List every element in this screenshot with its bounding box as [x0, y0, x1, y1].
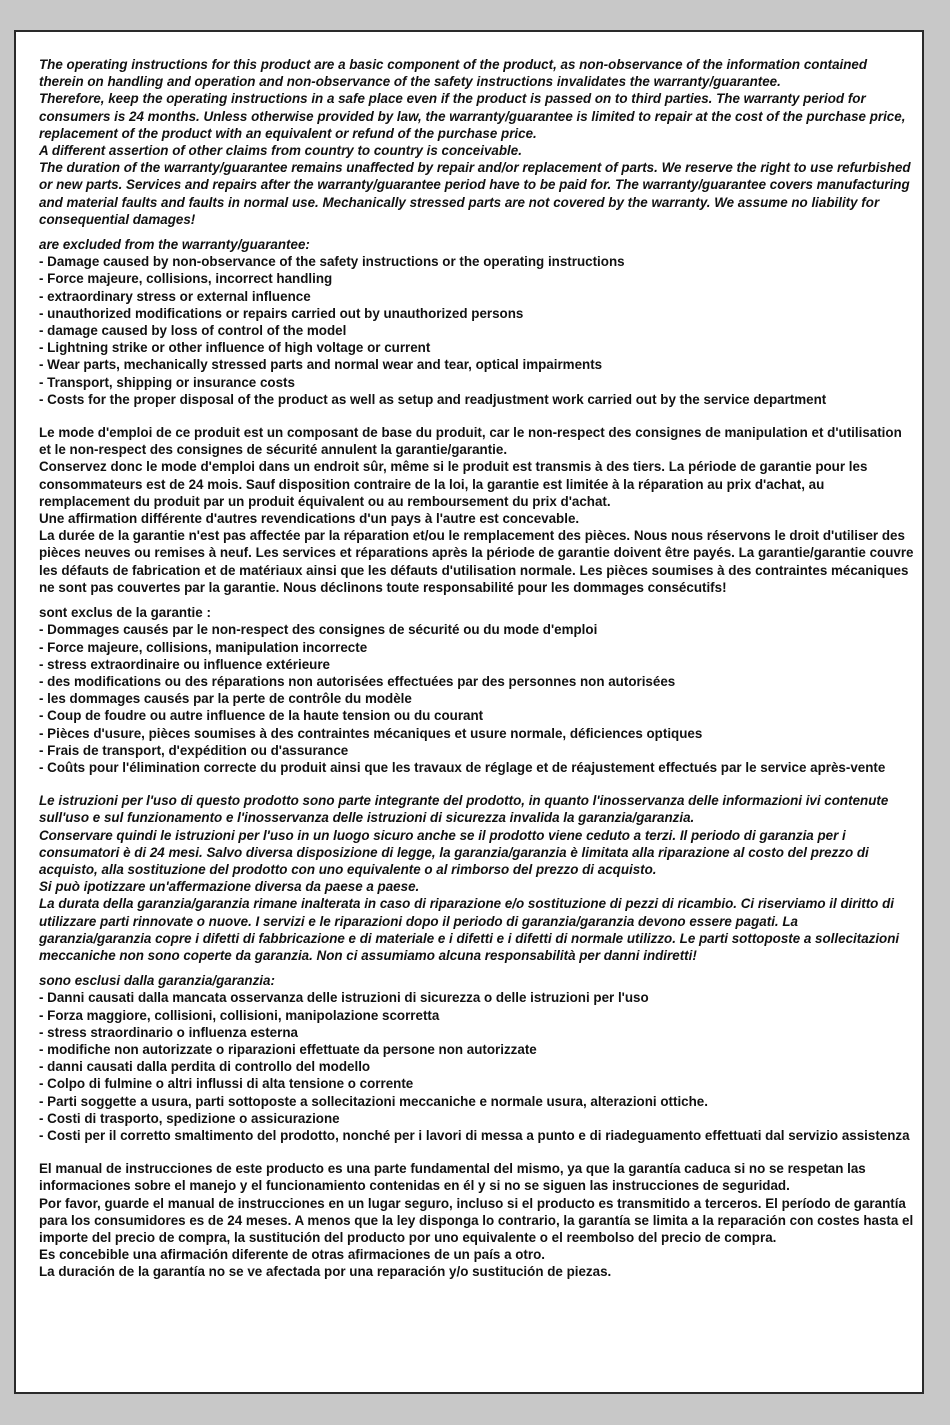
fr-intro-4: La durée de la garantie n'est pas affectée par la réparation et/ou le remplacement des pièces. Nous nous réservons le droit d'utiliser des pièces neuves ou remises à neuf. Les services et réparations après la période de garantie doivent être payés. La garantie/garantie couvre les défauts de fabrication et de matériaux ainsi que les défauts d'utilisation normale. Les pièces soumises à des contraintes mécaniques ne sont pas couvertes par la garantie. Nous déclinons toute responsabilité pour les dommages consécutifs!	[39, 528, 914, 595]
warranty-document	[14, 30, 924, 1394]
en-intro-1: The operating instructions for this product are a basic component of the product, as non-observance of the information contained therein on handling and operation and non-observance of the safety instructions invalidates the warranty/guarantee.	[39, 57, 868, 90]
es-intro-1: El manual de instrucciones de este producto es una parte fundamental del mismo, ya que la garantía caduca si no se respetan las informaciones sobre el manejo y el funcionamiento contenidas en él y si no se siguen las instrucciones de seguridad.	[39, 1161, 866, 1194]
list-item: - modifiche non autorizzate o riparazioni effettuate da persone non autorizzate	[39, 1041, 537, 1057]
list-item: - Coup de foudre ou autre influence de la haute tension ou du courant	[39, 708, 484, 724]
fr-excluded-heading: sont exclus de la garantie :	[39, 605, 211, 621]
list-item: - Pièces d'usure, pièces soumises à des contraintes mécaniques et usure normale, déficiences optiques	[39, 725, 703, 741]
list-item: - extraordinary stress or external influence	[39, 288, 311, 304]
list-item: - damage caused by loss of control of the model	[39, 323, 347, 339]
list-item: - Costi di trasporto, spedizione o assicurazione	[39, 1110, 340, 1126]
es-intro-3: Es concebible una afirmación diferente de otras afirmaciones de un país a otro.	[39, 1247, 546, 1263]
it-intro-3: Si può ipotizzare un'affermazione diversa da paese a paese.	[39, 879, 420, 895]
list-item: - Danni causati dalla mancata osservanza delle istruzioni di sicurezza o delle istruzioni per l'uso	[39, 990, 649, 1006]
en-excluded-heading: are excluded from the warranty/guarantee:	[39, 237, 310, 253]
fr-intro-1: Le mode d'emploi de ce produit est un composant de base du produit, car le non-respect des consignes de manipulation et d'utilisation et le non-respect des consignes de sécurité annulent la garantie/garantie.	[39, 425, 902, 458]
it-intro-2: Conservare quindi le istruzioni per l'uso in un luogo sicuro anche se il prodotto viene ceduto a terzi. Il periodo di garanzia per i consumatori è di 24 mesi. Salvo diversa disposizione di legge, la garanzia/garanzia è limitata alla riparazione al costo del prezzo di acquisto, alla sostituzione del prodotto con uno equivalente o al rimborso del prezzo di acquisto.	[39, 827, 869, 877]
list-item: - Coûts pour l'élimination correcte du produit ainsi que les travaux de réglage et de réajustement effectués par le service après-vente	[39, 759, 886, 775]
es-intro-2: Por favor, guarde el manual de instrucciones en un lugar seguro, incluso si el producto es transmitido a terceros. El período de garantía para los consumidores es de 24 meses. A menos que la ley disponga lo contrario, la garantía se limita a la reparación con costes hasta el importe del precio de compra, la sustitución del producto por uno equivalente o el reembolso del precio de compra.	[39, 1195, 914, 1245]
list-item: - Costi per il corretto smaltimento del prodotto, nonché per i lavori di messa a punto e di riadeguamento effettuati dal servizio assistenza	[39, 1127, 910, 1143]
list-item: - danni causati dalla perdita di controllo del modello	[39, 1059, 371, 1075]
list-item: - Dommages causés par le non-respect des consignes de sécurité ou du mode d'emploi	[39, 622, 598, 638]
list-item: - Transport, shipping or insurance costs	[39, 374, 295, 390]
it-excluded-list	[39, 989, 914, 1144]
list-item: - les dommages causés par la perte de contrôle du modèle	[39, 691, 412, 707]
en-intro-2: Therefore, keep the operating instructions in a safe place even if the product is passed on to third parties. The warranty period for consumers is 24 months. Unless otherwise provided by law, the warranty/guarantee is limited to repair at the cost of the purchase price, replacement of the product with an equivalent or refund of the purchase price.	[39, 91, 906, 141]
section-italian	[39, 792, 914, 1144]
list-item: - Frais de transport, d'expédition ou d'assurance	[39, 742, 349, 758]
list-item: - unauthorized modifications or repairs carried out by unauthorized persons	[39, 305, 524, 321]
list-item: - des modifications ou des réparations non autorisées effectuées par des personnes non autorisées	[39, 673, 676, 689]
section-french	[39, 424, 914, 776]
list-item: - Lightning strike or other influence of high voltage or current	[39, 340, 431, 356]
list-item: - Costs for the proper disposal of the product as well as setup and readjustment work carried out by the service department	[39, 391, 827, 407]
fr-intro-2: Conservez donc le mode d'emploi dans un endroit sûr, même si le produit est transmis à des tiers. La période de garantie pour les consommateurs est de 24 mois. Sauf disposition contraire de la loi, la garantie est limitée à la réparation au prix d'achat, au remplacement du produit par un produit équivalent ou au remboursement du prix d'achat.	[39, 459, 868, 509]
it-intro-4: La durata della garanzia/garanzia rimane inalterata in caso di riparazione e/o sostituzione di pezzi di ricambio. Ci riserviamo il diritto di utilizzare parti rinnovate o nuove. I servizi e le riparazioni dopo il periodo di garanzia/garanzia devono essere pagati. La garanzia/garanzia copre i difetti di fabbricazione e di materiale e i difetti e i difetti di normale utilizzo. Le parti sottoposte a sollecitazioni meccaniche non sono coperte da garanzia. Non ci assumiamo alcuna responsabilità per danni indiretti!	[39, 896, 900, 963]
list-item: - Parti soggette a usura, parti sottoposte a sollecitazioni meccaniche e normale usura, alterazioni ottiche.	[39, 1093, 708, 1109]
en-excluded-list	[39, 253, 914, 408]
list-item: - Forza maggiore, collisioni, collisioni, manipolazione scorretta	[39, 1007, 440, 1023]
list-item: - stress extraordinaire ou influence extérieure	[39, 656, 330, 672]
list-item: - Force majeure, collisions, incorrect handling	[39, 271, 333, 287]
section-english	[39, 56, 914, 408]
en-intro-4: The duration of the warranty/guarantee remains unaffected by repair and/or replacement of parts. We reserve the right to use refurbished or new parts. Services and repairs after the warranty/guarantee period have to be paid for. The warranty/guarantee covers manufacturing and material faults and faults in normal use. Mechanically stressed parts are not covered by the warranty. We assume no liability for consequential damages!	[39, 160, 911, 227]
list-item: - Force majeure, collisions, manipulation incorrecte	[39, 639, 368, 655]
list-item: - Damage caused by non-observance of the safety instructions or the operating instructions	[39, 254, 625, 270]
list-item: - Wear parts, mechanically stressed parts and normal wear and tear, optical impairments	[39, 357, 603, 373]
section-spanish	[39, 1160, 914, 1280]
es-intro-4: La duración de la garantía no se ve afectada por una reparación y/o sustitución de piezas.	[39, 1264, 612, 1280]
fr-excluded-list	[39, 621, 914, 776]
it-excluded-heading: sono esclusi dalla garanzia/garanzia:	[39, 973, 275, 989]
it-intro-1: Le istruzioni per l'uso di questo prodotto sono parte integrante del prodotto, in quanto l'inosservanza delle informazioni ivi contenute sull'uso e sul funzionamento e l'inosservanza delle istruzioni di sicurezza invalida la garanzia/garanzia.	[39, 793, 889, 826]
fr-intro-3: Une affirmation différente d'autres revendications d'un pays à l'autre est concevable.	[39, 511, 580, 527]
list-item: - stress straordinario o influenza esterna	[39, 1024, 298, 1040]
list-item: - Colpo di fulmine o altri influssi di alta tensione o corrente	[39, 1076, 414, 1092]
en-intro-3: A different assertion of other claims from country to country is conceivable.	[39, 143, 522, 159]
